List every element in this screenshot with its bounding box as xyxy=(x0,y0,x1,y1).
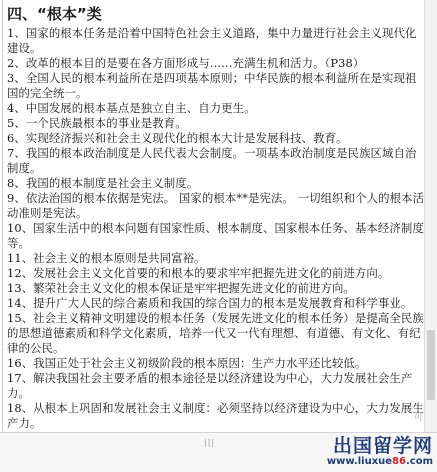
resize-grip-icon[interactable]: ||| xyxy=(204,438,216,447)
url-highlight: 86 xyxy=(392,456,406,467)
site-watermark xyxy=(283,436,433,468)
section-heading: 四、“根本”类 xyxy=(7,5,102,23)
list-item: 5、一个民族最根本的事业是教育。 xyxy=(7,116,187,130)
url-suffix: .com xyxy=(405,456,433,467)
list-item: 18、从根本上巩固和发展社会主义制度：必须坚持以经济建设为中心，大力发展生产力。 xyxy=(7,401,424,430)
list-item: 13、繁荣社会主义文化的根本保证是牢牢把握先进文化的前进方向。 xyxy=(7,281,355,295)
list-item: 8、我国的根本制度是社会主义制度。 xyxy=(7,176,199,190)
list-item: 3、全国人民的根本利益所在是四项基本原则；中华民族的根本利益所在是实现祖国的完全统一。 xyxy=(7,71,417,100)
item-list xyxy=(7,26,425,431)
list-item: 2、改革的根本目的是要在各方面形成与……充满生机和活力。（P38） xyxy=(7,56,365,70)
list-item: 14、提升广大人民的综合素质和我国的综合国力的根本是发展教育和科学事业。 xyxy=(7,296,413,310)
url-prefix: www.liuxue xyxy=(326,456,393,467)
left-border xyxy=(2,0,3,471)
list-item: 15、社会主义精神文明建设的根本任务（发展先进文化的根本任务）是提高全民族的思想道德素质和科学文化素质，培养一代又一代有理想、有道德、有文化、有纪律的公民。 xyxy=(7,311,424,355)
document-content xyxy=(7,4,425,431)
list-item: 11、社会主义的根本原则是共同富裕。 xyxy=(7,251,206,265)
scrollbar-thumb[interactable] xyxy=(427,330,435,400)
list-item: 6、实现经济振兴和社会主义现代化的根本大计是发展科技、教育。 xyxy=(7,131,348,145)
watermark-title: 出国留学网 xyxy=(332,435,433,457)
list-item: 1、国家的根本任务是沿着中国特色社会主义道路，集中力量进行社会主义现代化建设。 xyxy=(7,26,417,55)
list-item: 9、依法治国的根本依据是宪法。 国家的根本**是宪法。 一切组织和个人的根本活动准则是宪法。 xyxy=(7,191,425,220)
list-item: 12、发展社会主义文化首要的和根本的要求牢牢把握先进文化的前进方向。 xyxy=(7,266,390,280)
list-item: 4、中国发展的根本基点是独立自主、自力更生。 xyxy=(7,101,256,115)
list-item: 10、国家生活中的根本问题有国家性质、根本制度、国家根本任务、基本经济制度等。 xyxy=(7,221,424,250)
vertical-scrollbar[interactable] xyxy=(424,0,437,432)
list-item: 17、解决我国社会主要矛盾的根本途径是以经济建设为中心，大力发展社会生产力。 xyxy=(7,371,413,400)
list-item: 16、我国正处于社会主义初级阶段的根本原因：生产力水平还比较低。 xyxy=(7,356,367,370)
list-item: 7、我国的根本政治制度是人民代表大会制度。一项基本政治制度是民族区域自治制度。 xyxy=(7,146,417,175)
side-mark: 可 xyxy=(413,413,423,423)
watermark-url xyxy=(283,456,433,468)
